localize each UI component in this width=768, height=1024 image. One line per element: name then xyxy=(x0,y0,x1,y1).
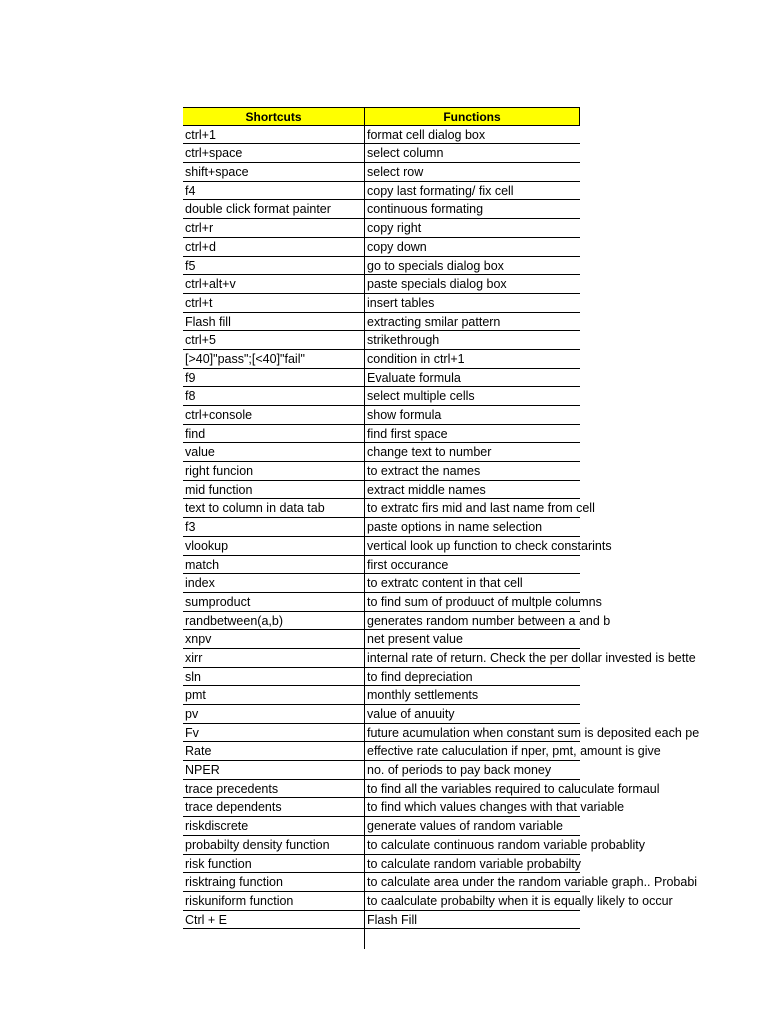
table-row xyxy=(183,911,768,930)
shortcut-cell[interactable]: f9 xyxy=(183,369,365,388)
shortcut-cell[interactable]: sumproduct xyxy=(183,593,365,612)
function-cell[interactable]: to find all the variables required to caluculate formaul xyxy=(365,780,580,799)
shortcut-cell[interactable]: find xyxy=(183,425,365,444)
table-row xyxy=(183,406,768,425)
table-row xyxy=(183,350,768,369)
table-body xyxy=(183,126,768,930)
shortcut-cell[interactable]: shift+space xyxy=(183,163,365,182)
function-cell[interactable]: change text to number xyxy=(365,443,580,462)
shortcut-cell[interactable]: pv xyxy=(183,705,365,724)
table-row xyxy=(183,275,768,294)
header-functions[interactable]: Functions xyxy=(365,107,580,126)
shortcut-cell[interactable]: trace dependents xyxy=(183,798,365,817)
table-row xyxy=(183,443,768,462)
shortcut-cell[interactable]: ctrl+1 xyxy=(183,126,365,145)
function-cell[interactable]: internal rate of return. Check the per dollar invested is bette xyxy=(365,649,580,668)
function-cell[interactable]: show formula xyxy=(365,406,580,425)
function-cell[interactable]: future acumulation when constant sum is deposited each pe xyxy=(365,724,580,743)
function-cell[interactable]: no. of periods to pay back money xyxy=(365,761,580,780)
function-cell[interactable]: monthly settlements xyxy=(365,686,580,705)
function-cell[interactable]: to extratc firs mid and last name from cell xyxy=(365,499,580,518)
shortcut-cell[interactable]: Rate xyxy=(183,742,365,761)
function-cell[interactable]: first occurance xyxy=(365,556,580,575)
function-cell[interactable]: net present value xyxy=(365,630,580,649)
shortcut-cell[interactable]: f5 xyxy=(183,257,365,276)
table-row xyxy=(183,369,768,388)
table-row xyxy=(183,387,768,406)
function-cell[interactable]: value of anuuity xyxy=(365,705,580,724)
shortcut-cell[interactable]: pmt xyxy=(183,686,365,705)
function-cell[interactable]: go to specials dialog box xyxy=(365,257,580,276)
function-cell[interactable]: copy last formating/ fix cell xyxy=(365,182,580,201)
shortcut-cell[interactable]: xnpv xyxy=(183,630,365,649)
shortcut-cell[interactable]: ctrl+r xyxy=(183,219,365,238)
table-row xyxy=(183,257,768,276)
function-cell[interactable]: select column xyxy=(365,144,580,163)
shortcut-cell[interactable]: Flash fill xyxy=(183,313,365,332)
table-row xyxy=(183,556,768,575)
shortcut-cell[interactable]: index xyxy=(183,574,365,593)
function-cell[interactable]: insert tables xyxy=(365,294,580,313)
table-row xyxy=(183,892,768,911)
table-row xyxy=(183,761,768,780)
function-cell[interactable]: to extratc content in that cell xyxy=(365,574,580,593)
shortcut-cell[interactable]: NPER xyxy=(183,761,365,780)
function-cell[interactable]: select multiple cells xyxy=(365,387,580,406)
table-row xyxy=(183,200,768,219)
table-row xyxy=(183,331,768,350)
table-row xyxy=(183,219,768,238)
function-cell[interactable]: paste specials dialog box xyxy=(365,275,580,294)
function-cell[interactable]: continuous formating xyxy=(365,200,580,219)
function-cell[interactable]: to find depreciation xyxy=(365,668,580,687)
shortcut-cell[interactable]: mid function xyxy=(183,481,365,500)
table-row xyxy=(183,425,768,444)
table-row xyxy=(183,855,768,874)
function-cell[interactable]: copy down xyxy=(365,238,580,257)
shortcut-cell[interactable]: randbetween(a,b) xyxy=(183,612,365,631)
shortcut-cell[interactable]: ctrl+t xyxy=(183,294,365,313)
shortcut-cell[interactable]: [>40]"pass";[<40]"fail" xyxy=(183,350,365,369)
header-shortcuts[interactable]: Shortcuts xyxy=(183,107,365,126)
function-cell[interactable]: strikethrough xyxy=(365,331,580,350)
shortcut-cell[interactable]: sln xyxy=(183,668,365,687)
table-row xyxy=(183,126,768,145)
table-row xyxy=(183,668,768,687)
function-cell[interactable]: to caalculate probabilty when it is equally likely to occur xyxy=(365,892,580,911)
shortcut-cell[interactable]: ctrl+5 xyxy=(183,331,365,350)
table-row xyxy=(183,817,768,836)
function-cell[interactable]: to calculate continuous random variable probablity xyxy=(365,836,580,855)
table-row xyxy=(183,462,768,481)
table-row xyxy=(183,593,768,612)
table-row xyxy=(183,630,768,649)
function-cell[interactable]: copy right xyxy=(365,219,580,238)
table-row xyxy=(183,724,768,743)
function-cell[interactable]: to calculate area under the random variable graph.. Probabi xyxy=(365,873,580,892)
table-row xyxy=(183,649,768,668)
shortcut-cell[interactable]: risktraing function xyxy=(183,873,365,892)
shortcut-cell[interactable]: right funcion xyxy=(183,462,365,481)
empty-cell[interactable] xyxy=(183,929,365,949)
table-row xyxy=(183,873,768,892)
table-row xyxy=(183,686,768,705)
shortcut-cell[interactable]: trace precedents xyxy=(183,780,365,799)
function-cell[interactable]: vertical look up function to check constarints xyxy=(365,537,580,556)
function-cell[interactable]: effective rate caluculation if nper, pmt, amount is give xyxy=(365,742,580,761)
function-cell[interactable]: to find which values changes with that variable xyxy=(365,798,580,817)
shortcut-cell[interactable]: double click format painter xyxy=(183,200,365,219)
function-cell[interactable]: to extract the names xyxy=(365,462,580,481)
table-row xyxy=(183,182,768,201)
table-row xyxy=(183,612,768,631)
function-cell[interactable]: generate values of random variable xyxy=(365,817,580,836)
table-row xyxy=(183,574,768,593)
shortcut-cell[interactable]: f3 xyxy=(183,518,365,537)
function-cell[interactable]: condition in ctrl+1 xyxy=(365,350,580,369)
shortcut-cell[interactable]: Ctrl + E xyxy=(183,911,365,930)
table-row xyxy=(183,705,768,724)
table-row xyxy=(183,537,768,556)
table-row xyxy=(183,238,768,257)
shortcut-cell[interactable]: ctrl+console xyxy=(183,406,365,425)
shortcuts-table xyxy=(183,107,768,949)
shortcut-cell[interactable]: ctrl+alt+v xyxy=(183,275,365,294)
table-row xyxy=(183,294,768,313)
table-header-row xyxy=(183,107,768,126)
shortcut-cell[interactable]: xirr xyxy=(183,649,365,668)
function-cell[interactable]: to find sum of produuct of multple columns xyxy=(365,593,580,612)
shortcut-cell[interactable]: Fv xyxy=(183,724,365,743)
table-row xyxy=(183,836,768,855)
table-row xyxy=(183,780,768,799)
function-cell[interactable]: Flash Fill xyxy=(365,911,580,930)
function-cell[interactable]: extracting smilar pattern xyxy=(365,313,580,332)
table-row xyxy=(183,742,768,761)
shortcut-cell[interactable]: text to column in data tab xyxy=(183,499,365,518)
shortcut-cell[interactable]: match xyxy=(183,556,365,575)
table-row xyxy=(183,163,768,182)
table-row xyxy=(183,499,768,518)
shortcut-cell[interactable]: vlookup xyxy=(183,537,365,556)
shortcut-cell[interactable]: riskdiscrete xyxy=(183,817,365,836)
function-cell[interactable]: format cell dialog box xyxy=(365,126,580,145)
shortcut-cell[interactable]: ctrl+d xyxy=(183,238,365,257)
empty-cell[interactable] xyxy=(365,929,580,949)
shortcut-cell[interactable]: f8 xyxy=(183,387,365,406)
table-row xyxy=(183,798,768,817)
function-cell[interactable]: extract middle names xyxy=(365,481,580,500)
table-row xyxy=(183,144,768,163)
function-cell[interactable]: select row xyxy=(365,163,580,182)
shortcut-cell[interactable]: f4 xyxy=(183,182,365,201)
function-cell[interactable]: to calculate random variable probabilty xyxy=(365,855,580,874)
table-row xyxy=(183,481,768,500)
shortcut-cell[interactable]: risk function xyxy=(183,855,365,874)
table-row xyxy=(183,518,768,537)
function-cell[interactable]: Evaluate formula xyxy=(365,369,580,388)
function-cell[interactable]: find first space xyxy=(365,425,580,444)
shortcut-cell[interactable]: ctrl+space xyxy=(183,144,365,163)
shortcut-cell[interactable]: riskuniform function xyxy=(183,892,365,911)
function-cell[interactable]: paste options in name selection xyxy=(365,518,580,537)
shortcut-cell[interactable]: probabilty density function xyxy=(183,836,365,855)
table-tail xyxy=(183,929,768,949)
shortcut-cell[interactable]: value xyxy=(183,443,365,462)
table-row xyxy=(183,313,768,332)
function-cell[interactable]: generates random number between a and b xyxy=(365,612,580,631)
